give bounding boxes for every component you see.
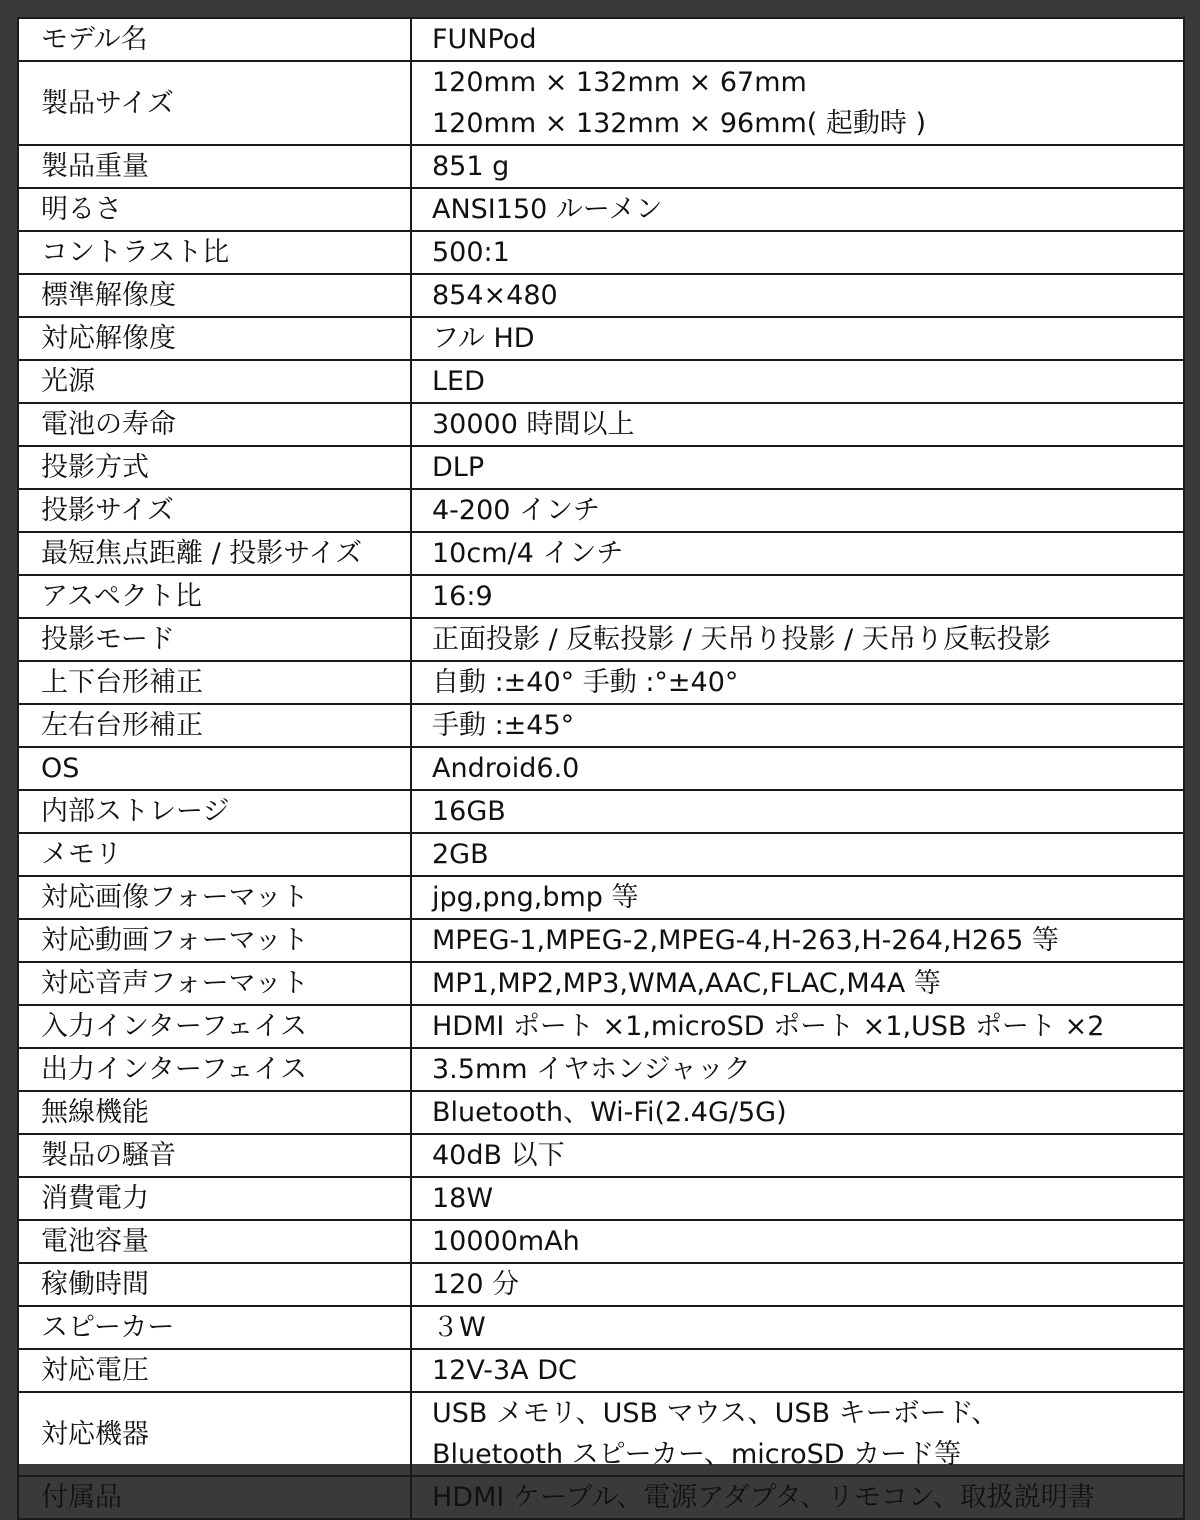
spec-value-line: Bluetooth スピーカー、microSD カード等: [432, 1439, 962, 1470]
spec-label: 内部ストレージ: [18, 790, 411, 833]
spec-label: OS: [18, 747, 411, 790]
table-row: [18, 1392, 1184, 1476]
spec-label: 投影モード: [18, 618, 411, 661]
spec-value-line: 16:9: [432, 581, 493, 612]
table-row: [18, 489, 1184, 532]
table-row: [18, 18, 1184, 61]
spec-value-line: 正面投影 / 反転投影 / 天吊り投影 / 天吊り反転投影: [432, 624, 1051, 655]
spec-value-line: フル HD: [432, 323, 535, 354]
spec-label: 投影方式: [18, 446, 411, 489]
spec-label: 電池容量: [18, 1220, 411, 1263]
spec-value-line: 120mm × 132mm × 96mm( 起動時 ): [432, 108, 927, 139]
table-row: [18, 747, 1184, 790]
table-row: [18, 833, 1184, 876]
spec-value: [411, 1091, 1184, 1134]
spec-label: 上下台形補正: [18, 661, 411, 704]
spec-value-line: HDMI ケーブル、電源アダプタ、リモコン、取扱説明書: [432, 1482, 1095, 1513]
spec-value-line: 500:1: [432, 237, 510, 268]
spec-value-line: 12V-3A DC: [432, 1355, 577, 1386]
spec-label: 左右台形補正: [18, 704, 411, 747]
spec-label: 対応電圧: [18, 1349, 411, 1392]
table-row: [18, 403, 1184, 446]
spec-value: [411, 833, 1184, 876]
table-row: [18, 661, 1184, 704]
spec-label: 対応音声フォーマット: [18, 962, 411, 1005]
spec-label: 出力インターフェイス: [18, 1048, 411, 1091]
spec-value: [411, 1392, 1184, 1476]
spec-value: [411, 1349, 1184, 1392]
spec-label: 電池の寿命: [18, 403, 411, 446]
spec-label: 付属品: [18, 1476, 411, 1519]
spec-value-line: HDMI ポート ×1,microSD ポート ×1,USB ポート ×2: [432, 1011, 1105, 1042]
table-row: [18, 1177, 1184, 1220]
table-row: [18, 1091, 1184, 1134]
table-row: [18, 1349, 1184, 1392]
spec-label: 投影サイズ: [18, 489, 411, 532]
spec-label: 稼働時間: [18, 1263, 411, 1306]
spec-value-line: jpg,png,bmp 等: [432, 882, 639, 913]
spec-value: [411, 661, 1184, 704]
table-row: [18, 962, 1184, 1005]
spec-value-line: FUNPod: [432, 24, 537, 55]
table-row: [18, 1306, 1184, 1349]
table-row: [18, 274, 1184, 317]
spec-label: 対応動画フォーマット: [18, 919, 411, 962]
spec-label: 製品サイズ: [18, 61, 411, 145]
spec-value-line: 自動 :±40° 手動 :°±40°: [432, 667, 739, 698]
spec-value-line: MPEG-1,MPEG-2,MPEG-4,H-263,H-264,H265 等: [432, 925, 1059, 956]
spec-value: [411, 274, 1184, 317]
spec-label: 入力インターフェイス: [18, 1005, 411, 1048]
spec-label: 対応画像フォーマット: [18, 876, 411, 919]
table-row: [18, 1005, 1184, 1048]
spec-value: [411, 317, 1184, 360]
spec-label: アスペクト比: [18, 575, 411, 618]
spec-value: [411, 1134, 1184, 1177]
spec-value: [411, 188, 1184, 231]
spec-value: [411, 489, 1184, 532]
spec-label: 無線機能: [18, 1091, 411, 1134]
spec-value: [411, 790, 1184, 833]
spec-value: [411, 446, 1184, 489]
spec-label: 最短焦点距離 / 投影サイズ: [18, 532, 411, 575]
table-row: [18, 231, 1184, 274]
table-row: [18, 1263, 1184, 1306]
spec-value: [411, 575, 1184, 618]
table-row: [18, 618, 1184, 661]
table-row: [18, 876, 1184, 919]
spec-label: 製品の騒音: [18, 1134, 411, 1177]
spec-value: [411, 747, 1184, 790]
spec-value: [411, 231, 1184, 274]
table-row: [18, 575, 1184, 618]
spec-value: [411, 618, 1184, 661]
spec-label: 光源: [18, 360, 411, 403]
spec-value-line: 30000 時間以上: [432, 409, 635, 440]
spec-value: [411, 1177, 1184, 1220]
spec-value-line: 120 分: [432, 1269, 520, 1300]
spec-value: [411, 1048, 1184, 1091]
spec-value-line: ３W: [432, 1312, 486, 1343]
spec-label: スピーカー: [18, 1306, 411, 1349]
spec-label: 対応機器: [18, 1392, 411, 1476]
spec-table-body: [18, 18, 1184, 1519]
spec-label: 明るさ: [18, 188, 411, 231]
table-row: [18, 360, 1184, 403]
spec-value-line: 3.5mm イヤホンジャック: [432, 1054, 751, 1085]
table-row: [18, 919, 1184, 962]
table-row: [18, 704, 1184, 747]
spec-value-line: DLP: [432, 452, 485, 483]
spec-label: コントラスト比: [18, 231, 411, 274]
spec-value-line: 851 g: [432, 151, 510, 182]
table-row: [18, 317, 1184, 360]
spec-value: [411, 145, 1184, 188]
table-row: [18, 1048, 1184, 1091]
spec-value: [411, 962, 1184, 1005]
spec-value: [411, 876, 1184, 919]
spec-label: 対応解像度: [18, 317, 411, 360]
spec-value-line: ANSI150 ルーメン: [432, 194, 663, 225]
spec-value-line: Bluetooth、Wi-Fi(2.4G/5G): [432, 1097, 787, 1128]
spec-value: [411, 360, 1184, 403]
spec-label: モデル名: [18, 18, 411, 61]
spec-label: 標準解像度: [18, 274, 411, 317]
spec-value: [411, 704, 1184, 747]
spec-value-line: 18W: [432, 1183, 494, 1214]
spec-value-line: 2GB: [432, 839, 489, 870]
spec-label: メモリ: [18, 833, 411, 876]
spec-value-line: 854×480: [432, 280, 558, 311]
spec-value: [411, 61, 1184, 145]
spec-value: [411, 1476, 1184, 1519]
table-row: [18, 532, 1184, 575]
table-row: [18, 1134, 1184, 1177]
spec-value-line: MP1,MP2,MP3,WMA,AAC,FLAC,M4A 等: [432, 968, 941, 999]
table-row: [18, 145, 1184, 188]
table-row: [18, 61, 1184, 145]
spec-value: [411, 532, 1184, 575]
spec-value: [411, 1220, 1184, 1263]
table-row: [18, 1220, 1184, 1263]
spec-value: [411, 1263, 1184, 1306]
spec-value: [411, 18, 1184, 61]
spec-value-line: 10cm/4 インチ: [432, 538, 624, 569]
spec-value: [411, 403, 1184, 446]
spec-value-line: USB メモリ、USB マウス、USB キーボード、: [432, 1398, 999, 1429]
spec-value: [411, 919, 1184, 962]
spec-label: 製品重量: [18, 145, 411, 188]
spec-value-line: 120mm × 132mm × 67mm: [432, 67, 807, 98]
spec-table: [17, 17, 1185, 1520]
spec-value-line: 手動 :±45°: [432, 710, 575, 741]
spec-value-line: LED: [432, 366, 485, 397]
spec-value: [411, 1005, 1184, 1048]
spec-value: [411, 1306, 1184, 1349]
spec-value-line: 4-200 インチ: [432, 495, 601, 526]
table-row: [18, 1476, 1184, 1519]
spec-label: 消費電力: [18, 1177, 411, 1220]
spec-value-line: 16GB: [432, 796, 506, 827]
table-row: [18, 446, 1184, 489]
spec-sheet: [17, 17, 1183, 1513]
table-row: [18, 188, 1184, 231]
spec-value-line: Android6.0: [432, 753, 580, 784]
spec-value-line: 40dB 以下: [432, 1140, 565, 1171]
table-row: [18, 790, 1184, 833]
spec-value-line: 10000mAh: [432, 1226, 580, 1257]
